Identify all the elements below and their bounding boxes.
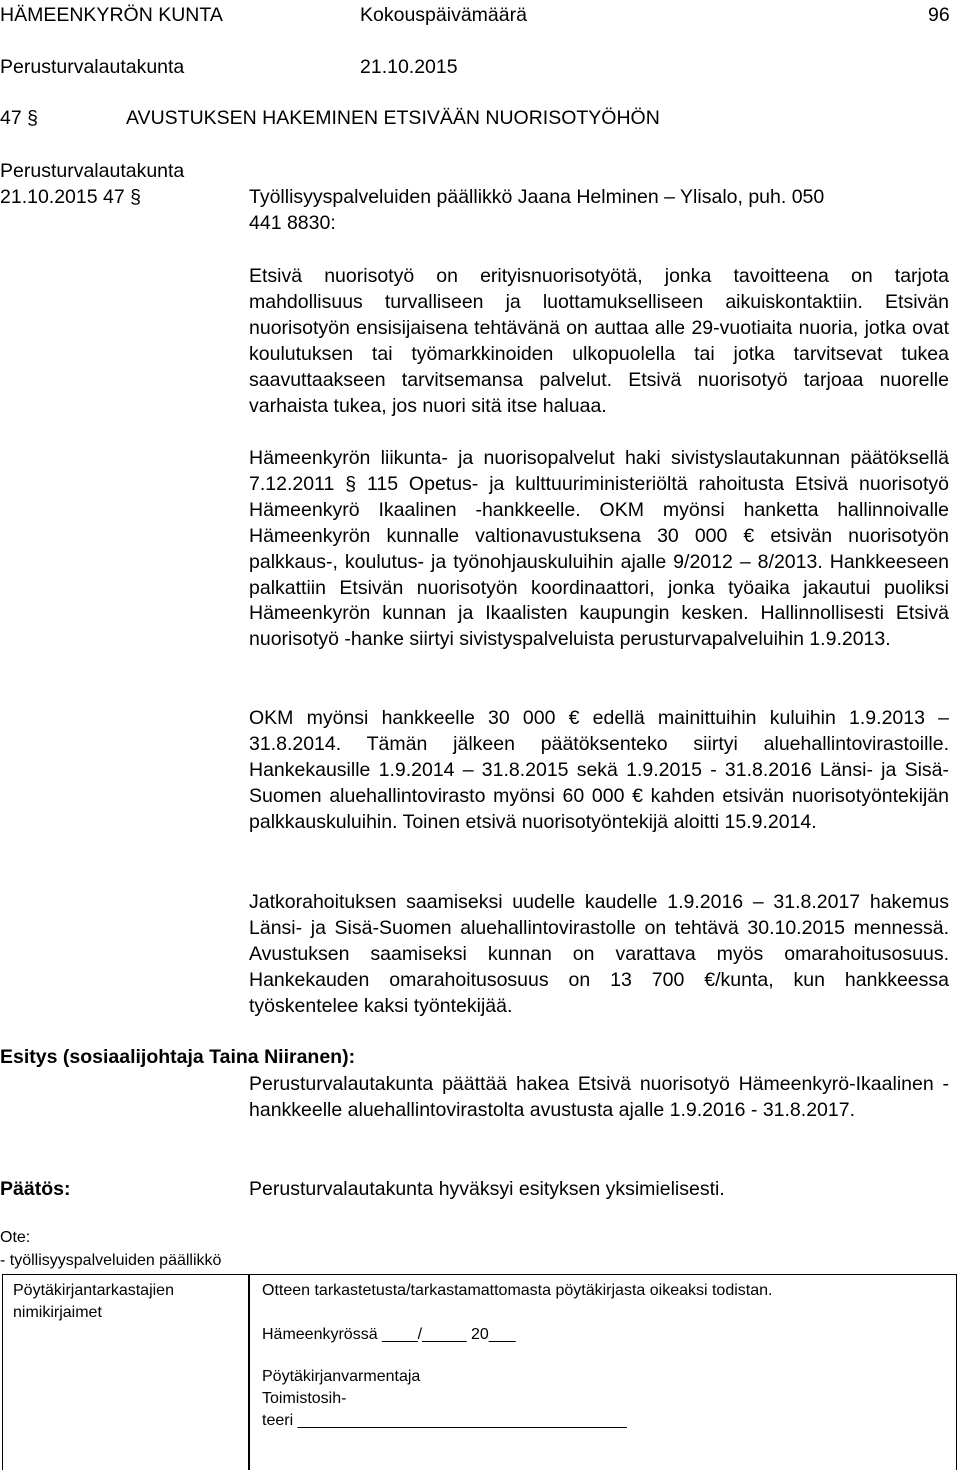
inspectors-label-2: nimikirjaimet [13,1304,102,1321]
page-number: 96 [928,4,950,26]
ref-body: Perusturvalautakunta [0,160,185,182]
paragraph-1: Etsivä nuorisotyö on erityisnuorisotyötä, jonka tavoitteena on tarjota mahdollisuus turvalliseen ja luottamukselliseen aikuiskontaktiin. Etsivän nuorisotyön ensisijaisena tehtävänä on auttaa alle 29-vuotiaita nuoria, jotka ovat koulutuksen tai työmarkkinoiden ulkopuolella tai jotka tarvitsevat tukea saavuttaakseen tarvitsemansa palvelut. Etsivä nuorisotyö tarjoaa nuorelle varhaista tukea, jos nuori sitä itse haluaa. [249,265,949,417]
proposal-label: Esitys (sosiaalijohtaja Taina Niiranen): [0,1046,356,1068]
certifier-label-2: Toimistosih- [262,1390,347,1407]
decision-label: Päätös: [0,1178,71,1200]
extract-label: Ote: [0,1229,31,1246]
section-title: AVUSTUKSEN HAKEMINEN ETSIVÄÄN NUORISOTYÖHÖN [126,107,660,129]
extract-recipient: - työllisyyspalveluiden päällikkö [0,1252,222,1269]
header-body: Perusturvalautakunta [0,56,185,78]
ref-date-section: 21.10.2015 47 § [0,186,141,208]
section-number: 47 § [0,107,38,129]
place-date-line: Hämeenkyrössä ____/_____ 20___ [262,1326,516,1343]
inspectors-initials-box [2,1274,249,1470]
certifier-label-3: teeri _____________________________________ [262,1412,627,1429]
decision-text: Perusturvalautakunta hyväksyi esityksen yksimielisesti. [249,1178,725,1200]
preparer-line-2: 441 8830: [249,212,336,234]
paragraph-3: OKM myönsi hankkeelle 30 000 € edellä mainittuihin kuluihin 1.9.2013 – 31.8.2014. Tämän jälkeen päätöksenteko siirtyi aluehallintovirastoille. Hankekausille 1.9.2014 – 31.8.2015 sekä 1.9.2015 - 31.8.2016 Länsi- ja Sisä-Suomen aluehallintovirasto myönsi 60 000 € kahden etsivän nuorisotyöntekijän palkkauskuluihin. Toinen etsivä nuorisotyöntekijä aloitti 15.9.2014. [249,707,949,833]
municipality-name: HÄMEENKYRÖN KUNTA [0,4,223,26]
proposal-text: Perusturvalautakunta päättää hakea Etsivä nuorisotyö Hämeenkyrö-Ikaalinen -hankkeelle aluehallintovirastolta avustusta ajalle 1.9.2016 - 31.8.2017. [249,1073,949,1121]
inspectors-label-1: Pöytäkirjantarkastajien [13,1282,174,1299]
certification-text: Otteen tarkastetusta/tarkastamattomasta pöytäkirjasta oikeaksi todistan. [262,1282,773,1299]
meeting-date-label: Kokouspäivämäärä [360,4,527,26]
paragraph-2: Hämeenkyrön liikunta- ja nuorisopalvelut haki sivistyslautakunnan päätöksellä 7.12.2011 § 115 Opetus- ja kulttuuriministeriöltä rahoitusta Etsivä nuorisotyö Hämeenkyrö Ikaalinen -hankkeelle. OKM myönsi hanketta hallinnoivalle Hämeenkyrön kunnalle valtionavustuksena 30 000 € etsivän nuorisotyön palkkaus-, koulutus- ja työnohjauskuluihin ajalle 9/2012 – 8/2013. Hankkeeseen palkattiin Etsivän nuorisotyön koordinaattori, jonka työaika jakautui puoliksi Hämeenkyrön kunnan ja Ikaalisten kaupungin kesken. Hallinnollisesti Etsivä nuorisotyö -hanke siirtyi sivistyspalveluista perusturvapalveluihin 1.9.2013. [249,447,949,651]
preparer-line-1: Työllisyyspalveluiden päällikkö Jaana Helminen – Ylisalo, puh. 050 [249,186,825,208]
paragraph-4: Jatkorahoituksen saamiseksi uudelle kaudelle 1.9.2016 – 31.8.2017 hakemus Länsi- ja Sisä-Suomen aluehallintovirastolle on tehtävä 30.10.2015 mennessä. Avustuksen saamiseksi kunnan on varattava myös omarahoitusosuus. Hankekauden omarahoitusosuus on 13 700 €/kunta, kun hankkeessa työskentelee kaksi työntekijää. [249,891,949,1017]
certification-box [249,1274,957,1470]
header-date: 21.10.2015 [360,56,458,78]
certifier-label-1: Pöytäkirjanvarmentaja [262,1368,421,1385]
